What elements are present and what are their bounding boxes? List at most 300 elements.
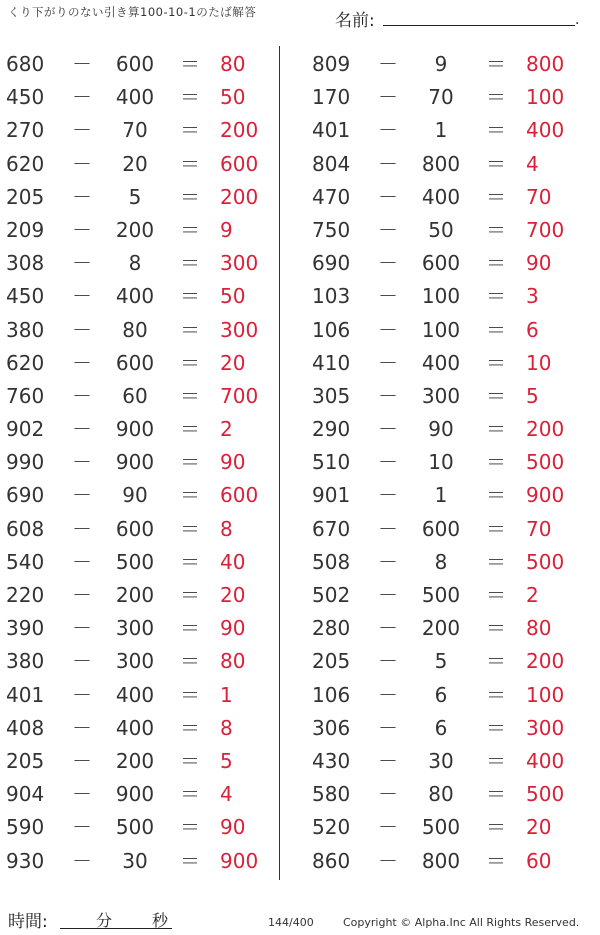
problem-row (306, 612, 586, 645)
answer: 8 (220, 516, 233, 541)
minuend: 680 (6, 52, 45, 76)
equals-sign: ＝ (180, 748, 200, 773)
minuend: 608 (6, 516, 45, 541)
minuend: 308 (6, 251, 45, 276)
problem-row (0, 148, 280, 181)
answer: 90 (220, 450, 246, 475)
subtrahend: 5 (434, 649, 448, 674)
minus-sign: － (378, 151, 398, 176)
minuend: 408 (6, 715, 45, 740)
problem-row (0, 413, 280, 446)
problem-row (0, 811, 280, 844)
equals-sign: ＝ (180, 649, 200, 674)
answer: 20 (526, 815, 552, 840)
problem-row (0, 513, 280, 546)
answer: 100 (526, 85, 565, 110)
minus-sign: － (72, 184, 92, 209)
minuend: 380 (6, 649, 45, 674)
minuend: 106 (312, 682, 351, 707)
equals-sign: ＝ (486, 118, 506, 143)
answer: 400 (526, 118, 565, 143)
subtrahend: 70 (122, 118, 148, 143)
answer: 20 (220, 583, 246, 607)
minuend: 540 (6, 549, 45, 574)
minus-sign: － (72, 151, 92, 176)
minuend: 209 (6, 217, 45, 242)
minuend: 760 (6, 383, 45, 408)
subtrahend: 80 (428, 782, 454, 807)
minus-sign: － (72, 549, 92, 574)
answer: 50 (220, 284, 246, 309)
minus-sign: － (72, 483, 92, 508)
equals-sign: ＝ (486, 350, 506, 375)
answer: 80 (526, 616, 552, 641)
minuend: 904 (6, 782, 45, 807)
equals-sign: ＝ (486, 417, 506, 442)
minuend: 930 (6, 848, 45, 873)
minus-sign: － (378, 483, 398, 508)
minuend: 520 (312, 815, 351, 840)
equals-sign: ＝ (180, 85, 200, 110)
answer: 3 (526, 284, 539, 309)
answer: 20 (220, 350, 246, 375)
answer: 800 (526, 52, 565, 76)
minuend: 290 (312, 417, 351, 442)
minus-sign: － (378, 549, 398, 574)
equals-sign: ＝ (486, 483, 506, 508)
minuend: 205 (6, 748, 45, 773)
time-label: 時間: (8, 912, 48, 932)
subtrahend: 6 (434, 715, 448, 740)
left-problem-column (0, 48, 280, 878)
minus-sign: － (378, 350, 398, 375)
problem-row (306, 679, 586, 712)
problem-row (306, 745, 586, 778)
answer: 60 (526, 848, 552, 873)
minuend: 380 (6, 317, 45, 342)
answer: 10 (526, 350, 552, 375)
problem-row (306, 48, 586, 81)
minuend: 860 (312, 848, 351, 873)
equals-sign: ＝ (180, 151, 200, 176)
minuend: 510 (312, 450, 351, 475)
minus-sign: － (378, 616, 398, 641)
subtrahend: 80 (122, 317, 148, 342)
problem-row (306, 214, 586, 247)
answer: 8 (220, 715, 233, 740)
answer: 600 (220, 151, 259, 176)
subtrahend: 400 (115, 284, 155, 309)
copyright-notice: Copyright © Alpha.Inc All Rights Reserved. (343, 916, 580, 929)
subtrahend: 500 (115, 815, 155, 840)
subtrahend: 900 (115, 450, 155, 475)
minus-sign: － (378, 417, 398, 442)
problem-row (0, 645, 280, 678)
equals-sign: ＝ (180, 682, 200, 707)
minus-sign: － (378, 251, 398, 276)
answer: 300 (220, 251, 259, 276)
minuend: 170 (312, 85, 351, 110)
subtrahend: 200 (421, 616, 461, 641)
subtrahend: 90 (122, 483, 148, 508)
name-line (383, 25, 575, 26)
minuend: 902 (6, 417, 45, 442)
minuend: 205 (6, 184, 45, 209)
equals-sign: ＝ (180, 782, 200, 807)
minus-sign: － (72, 616, 92, 641)
minus-sign: － (378, 85, 398, 110)
minus-sign: － (378, 52, 398, 76)
answer: 300 (220, 317, 259, 342)
equals-sign: ＝ (180, 251, 200, 276)
minus-sign: － (72, 85, 92, 110)
answer: 200 (526, 649, 565, 674)
problem-row (306, 712, 586, 745)
minus-sign: － (378, 217, 398, 242)
minus-sign: － (378, 682, 398, 707)
problem-row (0, 314, 280, 347)
answer: 2 (220, 417, 233, 442)
subtrahend: 200 (115, 217, 155, 242)
minus-sign: － (378, 815, 398, 840)
equals-sign: ＝ (180, 583, 200, 607)
equals-sign: ＝ (486, 317, 506, 342)
equals-sign: ＝ (486, 251, 506, 276)
answer: 90 (220, 616, 246, 641)
answer: 200 (220, 184, 259, 209)
equals-sign: ＝ (180, 217, 200, 242)
answer: 40 (220, 549, 246, 574)
equals-sign: ＝ (180, 715, 200, 740)
minuend: 670 (312, 516, 351, 541)
problem-row (306, 645, 586, 678)
minuend: 205 (312, 649, 351, 674)
problem-row (0, 446, 280, 479)
minuend: 430 (312, 748, 351, 773)
subtrahend: 400 (115, 85, 155, 110)
minuend: 450 (6, 85, 45, 110)
minuend: 280 (312, 616, 351, 641)
problem-row (0, 579, 280, 612)
problem-row (0, 247, 280, 280)
name-label: 名前: (335, 11, 375, 31)
minus-sign: － (378, 848, 398, 873)
problem-row (306, 314, 586, 347)
equals-sign: ＝ (180, 848, 200, 873)
answer: 900 (526, 483, 565, 508)
minuend: 401 (312, 118, 351, 143)
minus-sign: － (72, 383, 92, 408)
minuend: 901 (312, 483, 351, 508)
problem-row (0, 546, 280, 579)
answer: 80 (220, 649, 246, 674)
subtrahend: 500 (115, 549, 155, 574)
answer: 9 (220, 217, 233, 242)
answer: 500 (526, 782, 565, 807)
equals-sign: ＝ (180, 815, 200, 840)
minus-sign: － (378, 649, 398, 674)
minus-sign: － (72, 450, 92, 475)
equals-sign: ＝ (486, 52, 506, 76)
minuend: 620 (6, 350, 45, 375)
equals-sign: ＝ (486, 748, 506, 773)
problem-row (0, 114, 280, 147)
minus-sign: － (72, 782, 92, 807)
answer: 90 (220, 815, 246, 840)
minus-sign: － (72, 815, 92, 840)
subtrahend: 100 (421, 317, 461, 342)
equals-sign: ＝ (180, 417, 200, 442)
minus-sign: － (72, 682, 92, 707)
minuend: 401 (6, 682, 45, 707)
minuend: 106 (312, 317, 351, 342)
minus-sign: － (378, 284, 398, 309)
equals-sign: ＝ (486, 450, 506, 475)
subtrahend: 400 (421, 184, 461, 209)
subtrahend: 400 (421, 350, 461, 375)
answer: 90 (526, 251, 552, 276)
equals-sign: ＝ (180, 350, 200, 375)
problem-row (306, 280, 586, 313)
subtrahend: 5 (128, 184, 142, 209)
subtrahend: 200 (115, 583, 155, 607)
subtrahend: 400 (115, 682, 155, 707)
equals-sign: ＝ (486, 616, 506, 641)
answer: 500 (526, 549, 565, 574)
subtrahend: 600 (115, 516, 155, 541)
minus-sign: － (72, 715, 92, 740)
minus-sign: － (378, 516, 398, 541)
problem-row (0, 81, 280, 114)
problem-row (306, 347, 586, 380)
equals-sign: ＝ (486, 383, 506, 408)
minuend: 502 (312, 583, 351, 607)
answer: 400 (526, 748, 565, 773)
seconds-label: 秒 (152, 911, 169, 930)
minus-sign: － (378, 383, 398, 408)
equals-sign: ＝ (180, 549, 200, 574)
minus-sign: － (378, 583, 398, 607)
answer: 600 (220, 483, 259, 508)
problem-row (0, 679, 280, 712)
answer: 80 (220, 52, 246, 76)
minus-sign: － (378, 184, 398, 209)
subtrahend: 600 (421, 516, 461, 541)
problem-row (306, 513, 586, 546)
problem-row (306, 114, 586, 147)
minus-sign: － (378, 450, 398, 475)
subtrahend: 1 (434, 118, 448, 143)
minuend: 590 (6, 815, 45, 840)
page-number: 144/400 (268, 916, 314, 929)
subtrahend: 400 (115, 715, 155, 740)
subtrahend: 300 (115, 616, 155, 641)
answer: 500 (526, 450, 565, 475)
answer: 200 (526, 417, 565, 442)
minutes-label: 分 (96, 911, 113, 930)
minus-sign: － (72, 284, 92, 309)
problem-row (306, 380, 586, 413)
equals-sign: ＝ (180, 284, 200, 309)
minuend: 809 (312, 52, 351, 76)
minus-sign: － (72, 217, 92, 242)
subtrahend: 60 (122, 383, 148, 408)
subtrahend: 70 (428, 85, 454, 110)
minus-sign: － (378, 715, 398, 740)
minus-sign: － (72, 118, 92, 143)
equals-sign: ＝ (486, 848, 506, 873)
problem-row (0, 181, 280, 214)
answer: 6 (526, 317, 539, 342)
minus-sign: － (378, 748, 398, 773)
problem-row (306, 479, 586, 512)
equals-sign: ＝ (486, 583, 506, 607)
minuend: 508 (312, 549, 351, 574)
minus-sign: － (378, 782, 398, 807)
problem-row (0, 612, 280, 645)
minus-sign: － (72, 251, 92, 276)
minus-sign: － (72, 583, 92, 607)
equals-sign: ＝ (486, 682, 506, 707)
answer: 300 (526, 715, 565, 740)
answer: 5 (220, 748, 233, 773)
problem-row (0, 745, 280, 778)
answer: 4 (526, 151, 539, 176)
problem-row (306, 579, 586, 612)
minus-sign: － (72, 317, 92, 342)
minuend: 580 (312, 782, 351, 807)
subtrahend: 100 (421, 284, 461, 309)
equals-sign: ＝ (486, 85, 506, 110)
equals-sign: ＝ (180, 317, 200, 342)
answer: 700 (220, 383, 259, 408)
problem-row (306, 446, 586, 479)
subtrahend: 9 (434, 52, 448, 76)
problem-row (306, 778, 586, 811)
answer: 200 (220, 118, 259, 143)
problem-row (306, 845, 586, 878)
minuend: 690 (6, 483, 45, 508)
minuend: 690 (312, 251, 351, 276)
minuend: 450 (6, 284, 45, 309)
problem-row (306, 546, 586, 579)
right-problem-column (306, 48, 586, 878)
equals-sign: ＝ (180, 383, 200, 408)
equals-sign: ＝ (180, 184, 200, 209)
subtrahend: 600 (421, 251, 461, 276)
equals-sign: ＝ (486, 184, 506, 209)
problem-row (0, 347, 280, 380)
problem-row (306, 181, 586, 214)
minus-sign: － (72, 52, 92, 76)
answer: 70 (526, 516, 552, 541)
minus-sign: － (378, 317, 398, 342)
problem-row (306, 811, 586, 844)
subtrahend: 8 (434, 549, 448, 574)
subtrahend: 8 (128, 251, 142, 276)
problem-row (0, 280, 280, 313)
equals-sign: ＝ (180, 616, 200, 641)
subtrahend: 800 (421, 848, 461, 873)
subtrahend: 200 (115, 748, 155, 773)
equals-sign: ＝ (486, 715, 506, 740)
subtrahend: 600 (115, 52, 155, 76)
minuend: 390 (6, 616, 45, 641)
answer: 900 (220, 848, 259, 873)
answer: 100 (526, 682, 565, 707)
minuend: 410 (312, 350, 351, 375)
subtrahend: 900 (115, 417, 155, 442)
subtrahend: 90 (428, 417, 454, 442)
subtrahend: 6 (434, 682, 448, 707)
equals-sign: ＝ (486, 284, 506, 309)
problem-row (0, 778, 280, 811)
answer: 2 (526, 583, 539, 607)
minus-sign: － (72, 748, 92, 773)
equals-sign: ＝ (486, 815, 506, 840)
problem-row (0, 380, 280, 413)
problem-row (306, 413, 586, 446)
subtrahend: 500 (421, 583, 461, 607)
column-divider (279, 46, 280, 880)
minuend: 270 (6, 118, 45, 143)
equals-sign: ＝ (486, 151, 506, 176)
equals-sign: ＝ (180, 450, 200, 475)
subtrahend: 500 (421, 815, 461, 840)
minuend: 305 (312, 383, 351, 408)
subtrahend: 900 (115, 782, 155, 807)
minuend: 103 (312, 284, 351, 309)
subtrahend: 800 (421, 151, 461, 176)
answer: 70 (526, 184, 552, 209)
problem-row (0, 214, 280, 247)
equals-sign: ＝ (486, 782, 506, 807)
answer: 5 (526, 383, 539, 408)
subtrahend: 20 (122, 151, 148, 176)
subtrahend: 300 (115, 649, 155, 674)
subtrahend: 30 (428, 748, 454, 773)
answer: 700 (526, 217, 565, 242)
problem-row (0, 48, 280, 81)
equals-sign: ＝ (486, 217, 506, 242)
answer: 1 (220, 682, 233, 707)
problem-row (0, 845, 280, 878)
equals-sign: ＝ (486, 516, 506, 541)
minuend: 306 (312, 715, 351, 740)
equals-sign: ＝ (486, 649, 506, 674)
minus-sign: － (72, 516, 92, 541)
minuend: 470 (312, 184, 351, 209)
name-end-mark: . (575, 12, 580, 28)
equals-sign: ＝ (180, 52, 200, 76)
minus-sign: － (378, 118, 398, 143)
problem-row (306, 247, 586, 280)
minuend: 750 (312, 217, 351, 242)
minuend: 990 (6, 450, 45, 475)
subtrahend: 30 (122, 848, 148, 873)
minus-sign: － (72, 417, 92, 442)
subtrahend: 600 (115, 350, 155, 375)
subtrahend: 300 (421, 383, 461, 408)
problem-row (306, 148, 586, 181)
minuend: 620 (6, 151, 45, 176)
answer: 4 (220, 782, 233, 807)
answer: 50 (220, 85, 246, 110)
equals-sign: ＝ (486, 549, 506, 574)
worksheet-title: くり下がりのない引き算100-10-1のたば解答 (8, 5, 257, 19)
subtrahend: 1 (434, 483, 448, 508)
problem-row (0, 712, 280, 745)
